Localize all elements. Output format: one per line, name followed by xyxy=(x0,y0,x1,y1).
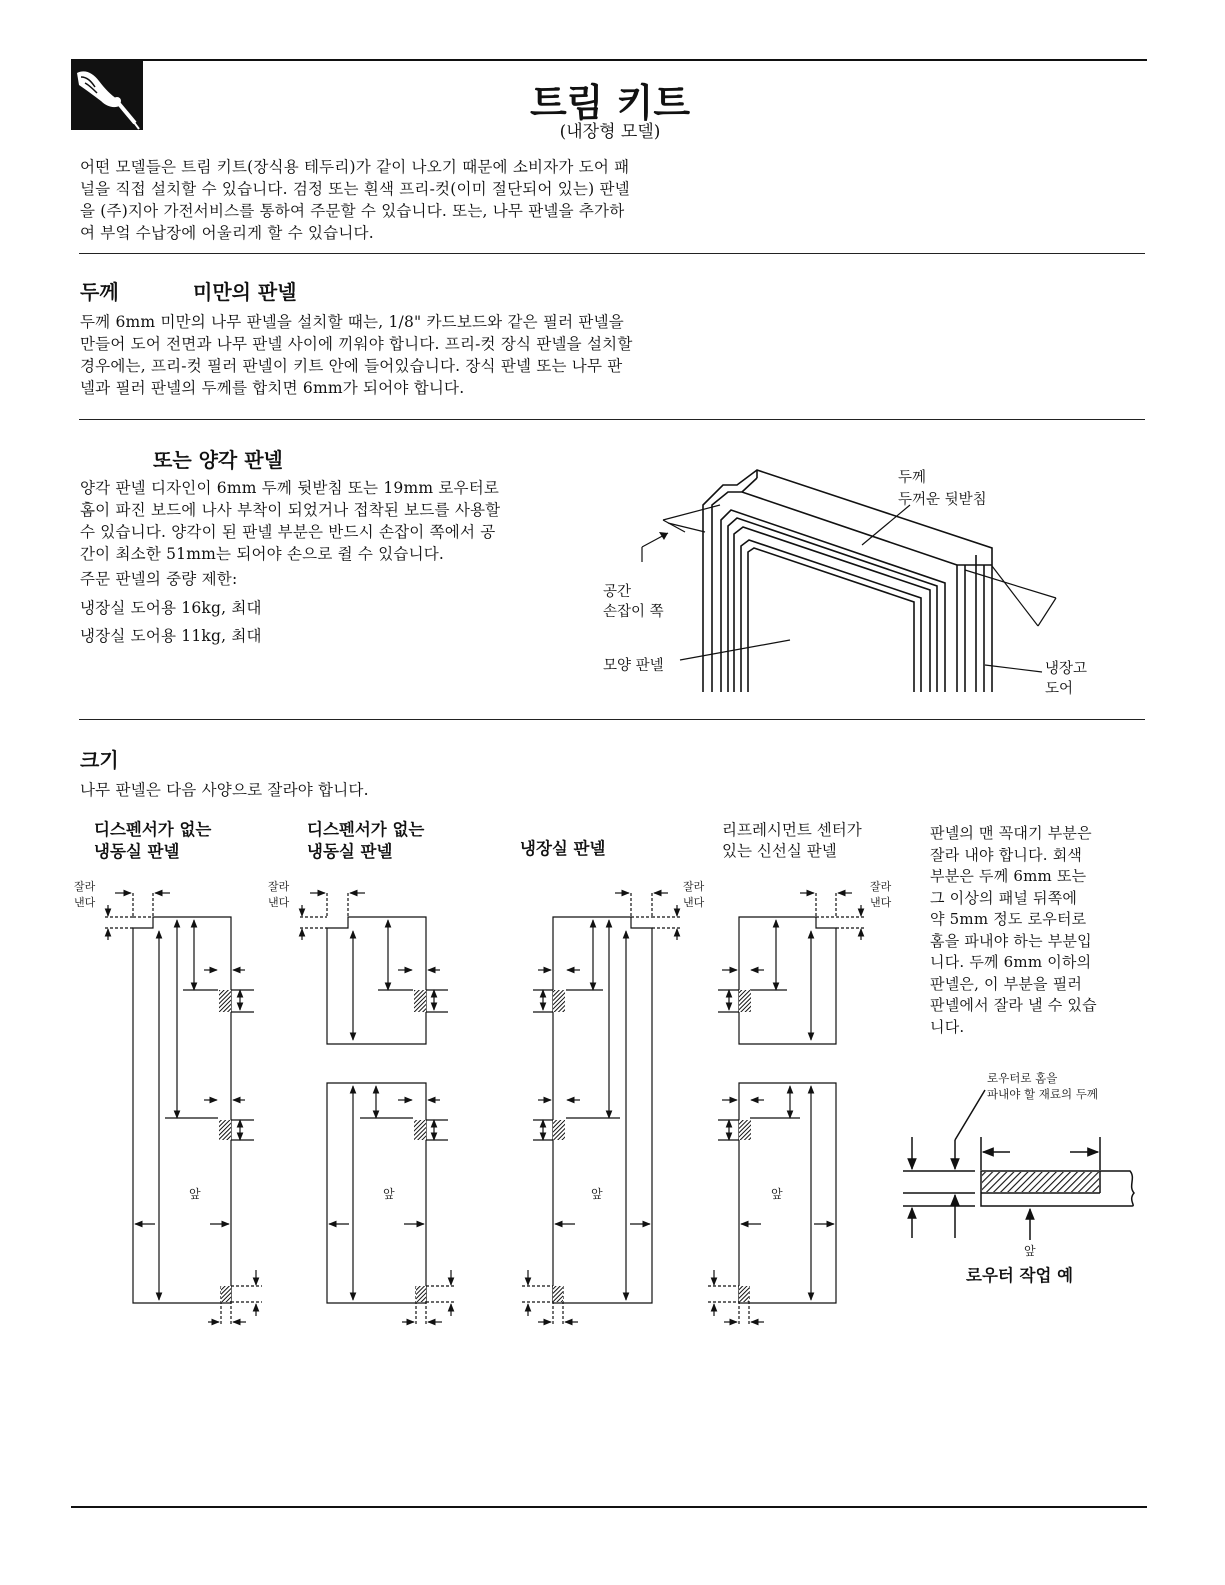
front-label-2: 앞 xyxy=(383,1187,395,1201)
raised-line: 간이 최소한 51mm는 되어야 손으로 쥘 수 있습니다. xyxy=(80,545,445,563)
cut-label-4a: 잘라 xyxy=(870,880,892,893)
note-line: 니다. 두께 6mm 이하의 xyxy=(930,953,1092,971)
router-label-2: 파내야 할 재료의 두께 xyxy=(987,1087,1098,1101)
router-caption: 로우터 작업 예 xyxy=(966,1266,1074,1285)
cut-label-1a: 잘라 xyxy=(74,880,96,893)
page-subtitle: (내장형 모델) xyxy=(559,122,661,142)
label-shaped-panel: 모양 판넬 xyxy=(603,658,664,674)
note-line: 니다. xyxy=(930,1017,965,1036)
cut-label-2b: 낸다 xyxy=(268,896,290,909)
thin-line: 두께 6mm 미만의 나무 판넬을 설치할 때는, 1/8" 카드보드와 같은 필러 판넬을 xyxy=(80,313,624,331)
col2-title-1: 디스펜서가 없는 xyxy=(307,820,425,839)
note-line: 판넬의 맨 꼭대기 부분은 xyxy=(930,824,1092,842)
note-line: 약 5mm 정도 로우터로 xyxy=(930,910,1087,928)
section-thin-heading-a: 두께 xyxy=(80,280,119,304)
front-label-1: 앞 xyxy=(189,1187,201,1201)
note-line: 부분은 두께 6mm 또는 xyxy=(930,867,1087,885)
raised-line: 양각 판넬 디자인이 6mm 두께 뒷받침 또는 19mm 로우터로 xyxy=(80,479,500,497)
page-title: 트림 키트 xyxy=(529,81,691,125)
cut-label-4b: 낸다 xyxy=(870,896,892,909)
thin-line: 넬과 필러 판넬의 두께를 합치면 6mm가 되어야 합니다. xyxy=(80,379,465,397)
col2-title-2: 냉동실 판넬 xyxy=(307,842,393,861)
col1-title-1: 디스펜서가 없는 xyxy=(94,820,212,839)
cut-label-2a: 잘라 xyxy=(268,880,290,893)
col1-title-2: 냉동실 판넬 xyxy=(94,842,180,861)
col4-title-1: 리프레시먼트 센터가 xyxy=(722,821,862,839)
label-handle-side: 손잡이 쪽 xyxy=(603,604,664,620)
label-thickness: 두께 xyxy=(898,470,927,486)
note-line: 홈을 파내야 하는 부분입 xyxy=(930,931,1092,950)
front-label-4: 앞 xyxy=(771,1187,783,1201)
note-line: 그 이상의 패널 뒤쪽에 xyxy=(930,888,1078,907)
note-line: 판넬은, 이 부분을 필러 xyxy=(930,974,1083,993)
label-thick-backing: 두꺼운 뒷받침 xyxy=(898,492,987,508)
thin-line: 만들어 도어 전면과 나무 판넬 사이에 끼워야 합니다. 프리-컷 장식 판넬을 설치할 xyxy=(80,335,633,353)
intro-line: 여 부엌 수납장에 어울리게 할 수 있습니다. xyxy=(80,224,374,242)
intro-line: 어떤 모델들은 트림 키트(장식용 테두리)가 같이 나오기 때문에 소비자가 도어 패 xyxy=(80,158,630,176)
section-raised-heading: 또는 양각 판넬 xyxy=(153,448,283,472)
note-line: 판넬에서 잘라 낼 수 있습 xyxy=(930,996,1097,1014)
cut-label-3b: 낸다 xyxy=(683,896,705,909)
raised-line: 홈이 파진 보드에 나사 부착이 되었거나 접착된 보드를 사용할 xyxy=(80,501,501,519)
intro-line: 널을 직접 설치할 수 있습니다. 검정 또는 흰색 프리-컷(이미 절단되어 있는) 판넬 xyxy=(80,180,630,198)
label-gap: 공간 xyxy=(603,584,632,600)
weight-fridge: 냉장실 도어용 11kg, 최대 xyxy=(80,627,262,645)
cut-label-3a: 잘라 xyxy=(683,880,705,893)
section-size-heading: 크기 xyxy=(80,748,119,772)
raised-line: 수 있습니다. 양각이 된 판넬 부분은 반드시 손잡이 쪽에서 공 xyxy=(80,523,496,541)
router-label-1: 로우터로 홈을 xyxy=(987,1071,1058,1085)
weight-freezer: 냉장실 도어용 16kg, 최대 xyxy=(80,599,262,617)
front-label-3: 앞 xyxy=(591,1187,603,1201)
thin-line: 경우에는, 프리-컷 필러 판넬이 키트 안에 들어있습니다. 장식 판넬 또는 나무 판 xyxy=(80,357,623,375)
label-door: 도어 xyxy=(1045,681,1074,697)
section-size-intro: 나무 판넬은 다음 사양으로 잘라야 합니다. xyxy=(80,781,369,799)
intro-line: 을 (주)지아 가전서비스를 통하여 주문할 수 있습니다. 또는, 나무 판넬을 추가하 xyxy=(80,202,625,220)
router-front-label: 앞 xyxy=(1024,1244,1036,1258)
col3-title: 냉장실 판넬 xyxy=(520,839,606,858)
cut-label-1b: 낸다 xyxy=(74,896,96,909)
weight-title: 주문 판넬의 중량 제한: xyxy=(80,570,238,588)
note-line: 잘라 내야 합니다. 회색 xyxy=(930,845,1083,864)
section-thin-heading-b: 미만의 판넬 xyxy=(193,280,297,304)
col4-title-2: 있는 신선실 판넬 xyxy=(722,842,837,860)
label-fridge: 냉장고 xyxy=(1045,661,1088,677)
